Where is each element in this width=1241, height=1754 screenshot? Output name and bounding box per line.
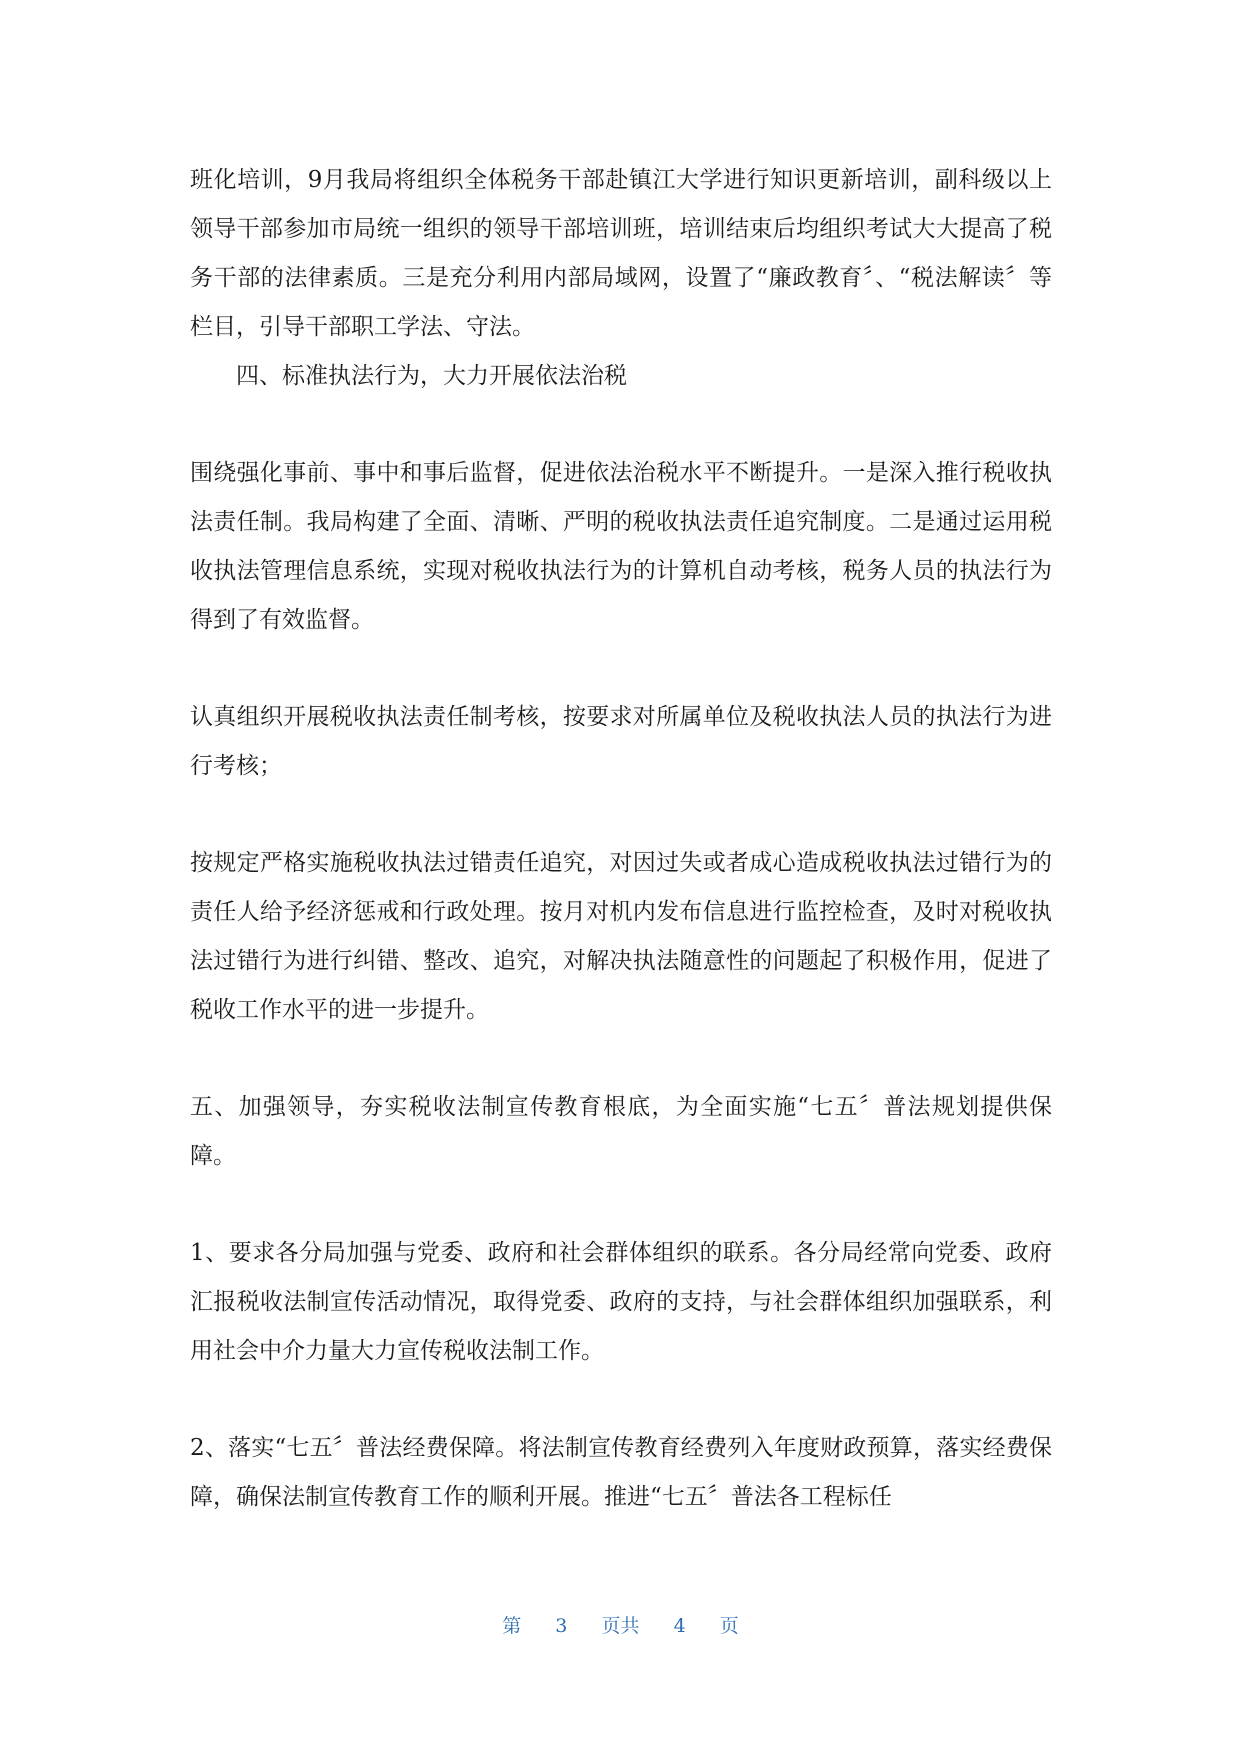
footer-suffix: 页	[719, 1615, 739, 1637]
paragraph-supervision: 围绕强化事前、事中和事后监督，促进依法治税水平不断提升。一是深入推行税收执法责任制。我局构建了全面、清晰、严明的税收执法责任追究制度。二是通过运用税收执法管理信息系统，实现对税收执法行为的计算机自动考核，税务人员的执法行为得到了有效监督。	[190, 460, 1052, 633]
paragraph-accountability: 按规定严格实施税收执法过错责任追究，对因过失或者成心造成税收执法过错行为的责任人给予经济惩戒和行政处理。按月对机内发布信息进行监控检查，及时对税收执法过错行为进行纠错、整改、追究，对解决执法随意性的问题起了积极作用，促进了税收工作水平的进一步提升。	[190, 850, 1052, 1023]
footer-middle: 页共	[601, 1615, 640, 1637]
paragraph-assessment: 认真组织开展税收执法责任制考核，按要求对所属单位及税收执法人员的执法行为进行考核；	[190, 704, 1052, 779]
footer-prefix: 第	[502, 1615, 522, 1637]
paragraph-item-2: 2、落实“七五〞普法经费保障。将法制宣传教育经费列入年度财政预算，落实经费保障，确保法制宣传教育工作的顺利开展。推进“七五〞普法各工程标任	[190, 1435, 1052, 1510]
footer-current-page: 3	[555, 1615, 568, 1637]
section-heading-5: 五、加强领导，夯实税收法制宣传教育根底，为全面实施“七五〞普法规划提供保障。	[190, 1094, 1052, 1169]
page-footer	[0, 1611, 1241, 1638]
document-body	[190, 156, 1052, 1522]
section-heading-4: 四、标准执法行为，大力开展依法治税	[236, 363, 627, 389]
paragraph-item-1: 1、要求各分局加强与党委、政府和社会群体组织的联系。各分局经常向党委、政府汇报税收法制宣传活动情况，取得党委、政府的支持，与社会群体组织加强联系，利用社会中介力量大力宣传税收法制工作。	[190, 1240, 1052, 1364]
footer-total-pages: 4	[673, 1615, 686, 1637]
paragraph-training: 班化培训，9月我局将组织全体税务干部赴镇江大学进行知识更新培训，副科级以上领导干部参加市局统一组织的领导干部培训班，培训结束后均组织考试大大提高了税务干部的法律素质。三是充分利用内部局域网，设置了“廉政教育〞、“税法解读〞等栏目，引导干部职工学法、守法。	[190, 167, 1052, 340]
